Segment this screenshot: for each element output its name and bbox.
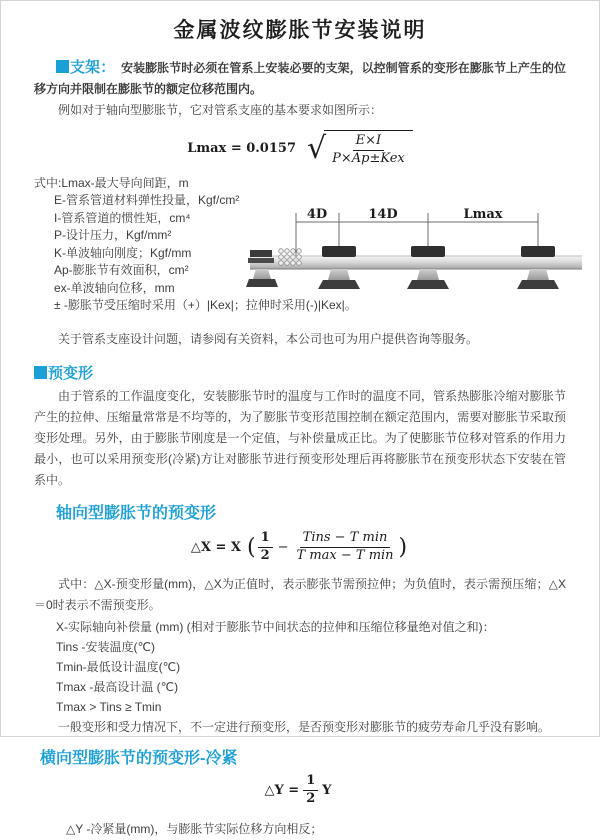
lateral-explain: △Y -冷紧量(mm)，与膨胀节实际位移方向相反； xyxy=(66,821,323,836)
lmax-formula-fraction xyxy=(329,134,408,167)
sqrt-icon: √ xyxy=(307,130,327,166)
dim-label-14d: 14D xyxy=(368,206,398,222)
pipe-support-diagram xyxy=(246,202,586,302)
lateral-numerator: 1 xyxy=(303,774,318,791)
definition-line: Ap-膨胀节有效面积，cm² xyxy=(54,263,189,278)
definition-line: ± -膨胀节受压缩时采用（+）|Kex|；拉伸时采用(-)|Kex|。 xyxy=(54,298,357,313)
lmax-formula-radicand xyxy=(324,130,413,167)
axial-subheading: 轴向型膨胀节的预变形 xyxy=(56,504,217,522)
close-paren: ) xyxy=(398,534,408,560)
axial-item: Tins -安装温度(℃) xyxy=(56,639,156,654)
definition-line: 式中:Lmax-最大导向间距，m xyxy=(34,175,189,190)
section-square-icon xyxy=(34,366,47,379)
half-denominator: 2 xyxy=(260,547,270,563)
axial-item: Tmax > Tins ≥ Tmin xyxy=(56,699,162,714)
definition-line: I-管系管道的惯性矩，cm⁴ xyxy=(54,210,191,225)
axial-formula xyxy=(34,531,566,564)
predeform-section-heading xyxy=(34,362,566,383)
axial-explain: 式中：△X-预变形量(mm)，△X为正值时，表示膨张节需预拉伸；为负值时，表示需预压缩；△X＝0时表示不需预变形。 xyxy=(34,576,566,612)
lateral-denominator: 2 xyxy=(306,790,316,806)
open-paren: ( xyxy=(246,534,256,560)
lmax-formula-denominator: P×Ap±Kex xyxy=(332,150,405,166)
dim-label-lmax: Lmax xyxy=(463,206,503,222)
lateral-formula-rhs: Y xyxy=(322,782,332,798)
support-example-line: 例如对于轴向型膨胀节，它对管系支座的基本要求如图所示： xyxy=(58,103,383,117)
lmax-formula-lhs: Lmax = 0.0157 xyxy=(187,140,296,156)
definition-line: E-管系管道材料弹性投量，Kgf/cm² xyxy=(54,193,240,208)
half-numerator: 1 xyxy=(258,531,273,548)
axial-item: 一般变形和受力情况下，不一定进行预变形，是否预变形对膨胀节的疲劳寿命几乎没有影响。 xyxy=(58,719,551,734)
support-intro-text: 安装膨胀节时必须在管系上安装必要的支架，以控制管系的变形在膨胀节上产生的位移方向并限制在膨胀节的额定位移范围内。 xyxy=(34,61,566,96)
lateral-formula-lhs: △Y = xyxy=(264,782,300,798)
dim-label-4d: 4D xyxy=(306,206,328,222)
definitions-block xyxy=(34,175,566,327)
lmax-formula xyxy=(34,130,566,167)
axial-formula-lhs: △X = X xyxy=(190,539,241,555)
lateral-subheading: 横向型膨胀节的预变形-冷紧 xyxy=(40,749,238,767)
axial-formula-half-fraction xyxy=(258,531,273,564)
page-title: 金属波纹膨胀节安装说明 xyxy=(173,19,427,42)
definition-line: ex-单波轴向位移，mm xyxy=(54,280,175,295)
axial-item: Tmax -最高设计温 (℃) xyxy=(56,679,179,694)
axial-item: Tmin-最低设计温度(℃) xyxy=(56,659,181,674)
axial-item: X-实际轴向补偿量 (mm) (相对于膨胀节中间状态的拉伸和压缩位移量绝对值之和)： xyxy=(56,619,495,634)
axial-formula-temp-fraction xyxy=(294,531,397,564)
support-intro xyxy=(34,57,566,100)
definition-line: K-单波轴向刚度；Kgf/mm xyxy=(54,245,192,260)
temp-denominator: T max − T min xyxy=(296,547,394,563)
minus-operator: − xyxy=(277,539,289,555)
predeform-heading-text: 预变形 xyxy=(48,364,94,382)
lmax-formula-numerator: E×I xyxy=(353,134,385,151)
predeform-paragraph: 由于管系的工作温度变化，安装膨胀节时的温度与工作时的温度不同，管系热膨胀冷缩对膨胀节产生的拉伸、压缩量常常是不均等的，为了膨胀节变形范围控制在额定范围内，需要对膨胀节采取预变形处理。另外，由于膨胀节刚度是一个定值，与补偿量成正比。为了使膨胀节位移对管系的作用力最小，也可以采用预变形(冷紧)方让对膨胀节进行预变形处理后再将膨胀节在预变形状态下安装在管系中。 xyxy=(34,388,566,487)
temp-numerator: Tins − T min xyxy=(300,531,391,548)
definition-line: P-设计压力，Kgf/mm² xyxy=(54,228,172,243)
support-section-heading: 支架： xyxy=(70,59,116,76)
support-note: 关于管系支座设计问题，请参阅有关资料，本公司也可为用户提供咨询等服务。 xyxy=(58,331,479,346)
axial-items xyxy=(34,617,566,737)
lateral-formula-fraction xyxy=(303,774,318,807)
lateral-formula xyxy=(34,774,566,807)
section-square-icon xyxy=(56,60,69,73)
